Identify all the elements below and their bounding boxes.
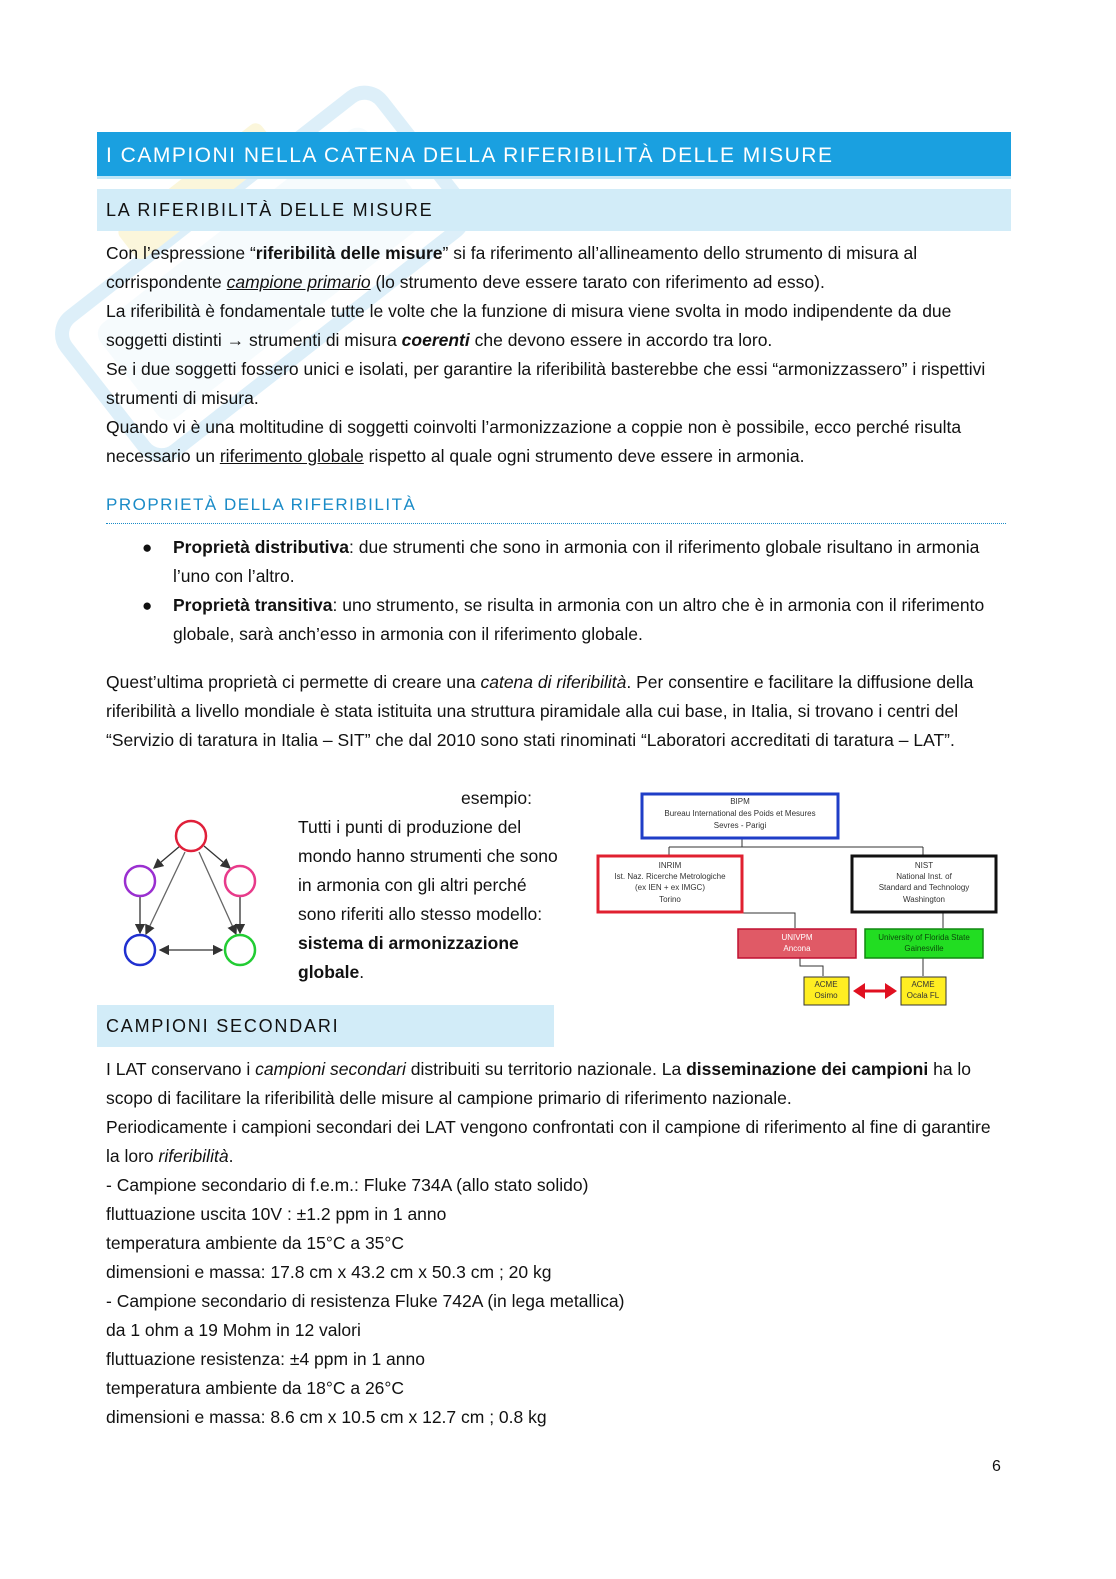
metrology-hierarchy-diagram [595,790,1000,1010]
chapter-title: I CAMPIONI NELLA CATENA DELLA RIFERIBILITÀ DELLE MISURE [97,132,1011,179]
italic-term: catena di riferibilità [480,672,627,692]
circle-node-blue [125,935,155,965]
text: : due strumenti che sono in armonia con il riferimento globale risultano in armonia l’uno con l’altro. [173,537,980,586]
inrim-city: Torino [659,895,681,904]
text: I LAT conservano i [106,1059,256,1079]
nist-city: Washington [903,895,945,904]
paragraph-lat [106,1055,1006,1113]
univpm-label: UNIVPM [781,933,813,942]
text: Periodicamente i campioni secondari dei LAT vengono confrontati con il campione di riferimento al fine di garantire la loro [106,1117,991,1166]
text: La riferibilità è fondamentale tutte le volte che la funzione di misura viene svolta in modo indipendente da due soggetti distinti [106,301,952,350]
bold-term: Proprietà transitiva [173,595,333,615]
bold-term: sistema di armonizzazione globale [298,933,519,982]
page-number: 6 [992,1458,1001,1475]
inrim-note: (ex IEN + ex IMGC) [634,883,706,892]
example-label: esempio: [461,788,533,808]
text: . Per consentire e facilitare la diffusione della riferibilità a livello mondiale è stata istituita una struttura piramidale alla cui base, in Italia, si trovano i centri del “Servizio di taratura in Italia – SIT” che dal 2010 sono stati rinominati “Laboratori accreditati di taratura – LAT”. [106,672,974,750]
bold-term: riferibilità delle misure [255,243,443,263]
specifications-list [106,1171,1006,1432]
circle-node-purple [125,866,155,896]
acme-osimo-city: Osimo [814,991,838,1000]
acme-ocala-label: ACME [911,980,935,989]
uf-label: University of Florida State [878,933,970,942]
text: ” si fa riferimento all’allineamento dello strumento di misura al corrispondente [106,243,918,292]
spec-line: - Campione secondario di f.e.m.: Fluke 734A (allo stato solido) [106,1175,589,1195]
double-arrow-icon [853,983,897,999]
bold-term: disseminazione dei campioni [686,1059,929,1079]
spec-line: fluttuazione uscita 10V : ±1.2 ppm in 1 anno [106,1204,447,1224]
section-heading-campioni-secondari: CAMPIONI SECONDARI [97,1005,554,1047]
arrow-right-icon: → [226,330,245,350]
spec-line: da 1 ohm a 19 Mohm in 12 valori [106,1320,361,1340]
nist-name-2: Standard and Technology [878,883,970,892]
spec-line: dimensioni e massa: 8.6 cm x 10.5 cm x 12.7 cm ; 0.8 kg [106,1407,547,1427]
spec-line: temperatura ambiente da 18°C a 26°C [106,1378,405,1398]
inrim-label: INRIM [658,861,682,870]
properties-list [106,533,986,649]
text: Quest’ultima proprietà ci permette di creare una [106,672,481,692]
list-item [106,533,986,591]
nist-name-1: National Inst. of [896,872,952,881]
text: ha lo scopo di facilitare la riferibilità delle misure al campione primario di riferimento nazionale. [106,1059,972,1108]
list-item [106,591,986,649]
text: : uno strumento, se risulta in armonia con un altro che è in armonia con il riferimento globale, sarà anch’esso in armonia con il riferimento globale. [173,595,985,644]
bipm-label: BIPM [730,797,750,806]
paragraph-comparison [106,1113,1006,1171]
text: Tutti i punti di produzione del mondo hanno strumenti che sono in armonia con gli altri perché sono riferiti allo stesso modello: [298,817,558,924]
circle-node-pink [225,866,255,896]
circle-node-red [176,821,206,851]
underlined-term: riferimento globale [219,446,364,466]
univpm-city: Ancona [783,944,811,953]
underlined-term: campione primario [226,272,371,292]
acme-ocala-city: Ocala FL [906,991,940,1000]
acme-osimo-label: ACME [814,980,838,989]
spec-line: temperatura ambiente da 15°C a 35°C [106,1233,405,1253]
bullet-icon: ● [142,596,153,615]
italic-term: riferibilità [158,1146,229,1166]
text: . [359,962,365,982]
bipm-name: Bureau International des Poids et Mesures [664,809,816,818]
text: . [228,1146,234,1166]
spec-line: fluttuazione resistenza: ±4 ppm in 1 anno [106,1349,425,1369]
circle-node-green [225,935,255,965]
paragraph-importance [106,297,1006,355]
inrim-name: Ist. Naz. Ricerche Metrologiche [614,872,726,881]
spec-line: dimensioni e massa: 17.8 cm x 43.2 cm x 50.3 cm ; 20 kg [106,1262,552,1282]
bipm-city: Sevres - Parigi [713,821,767,830]
section-heading-riferibilita: LA RIFERIBILITÀ DELLE MISURE [97,189,1011,231]
text: strumenti di misura [244,330,402,350]
nist-label: NIST [914,861,934,870]
paragraph-chain [106,668,1006,755]
harmonization-diagram [112,812,272,977]
italic-term: campioni secondari [255,1059,406,1079]
text: distribuiti su territorio nazionale. La [405,1059,687,1079]
text: (lo strumento deve essere tarato con riferimento ad esso). [370,272,825,292]
paragraph-isolated: Se i due soggetti fossero unici e isolati, per garantire la riferibilità basterebbe che essi “armonizzassero” i rispettivi strumenti di misura. [106,359,986,408]
text: Quando vi è una moltitudine di soggetti coinvolti l’armonizzazione a coppie non è possibile, ecco perché risulta necessario un [106,417,962,466]
bold-term: Proprietà distributiva [173,537,350,557]
bold-italic-term: coerenti [401,330,470,350]
paragraph-definition [106,239,1006,297]
text: che devono essere in accordo tra loro. [469,330,773,350]
example-text [298,813,558,987]
bullet-icon: ● [142,538,153,557]
spec-line: - Campione secondario di resistenza Fluke 742A (in lega metallica) [106,1291,625,1311]
text: Con l’espressione “ [106,243,256,263]
uf-city: Gainesville [904,944,944,953]
paragraph-global-reference [106,413,1006,471]
subsection-heading-proprieta: PROPRIETÀ DELLA RIFERIBILITÀ [106,491,1006,524]
text: rispetto al quale ogni strumento deve essere in armonia. [363,446,805,466]
